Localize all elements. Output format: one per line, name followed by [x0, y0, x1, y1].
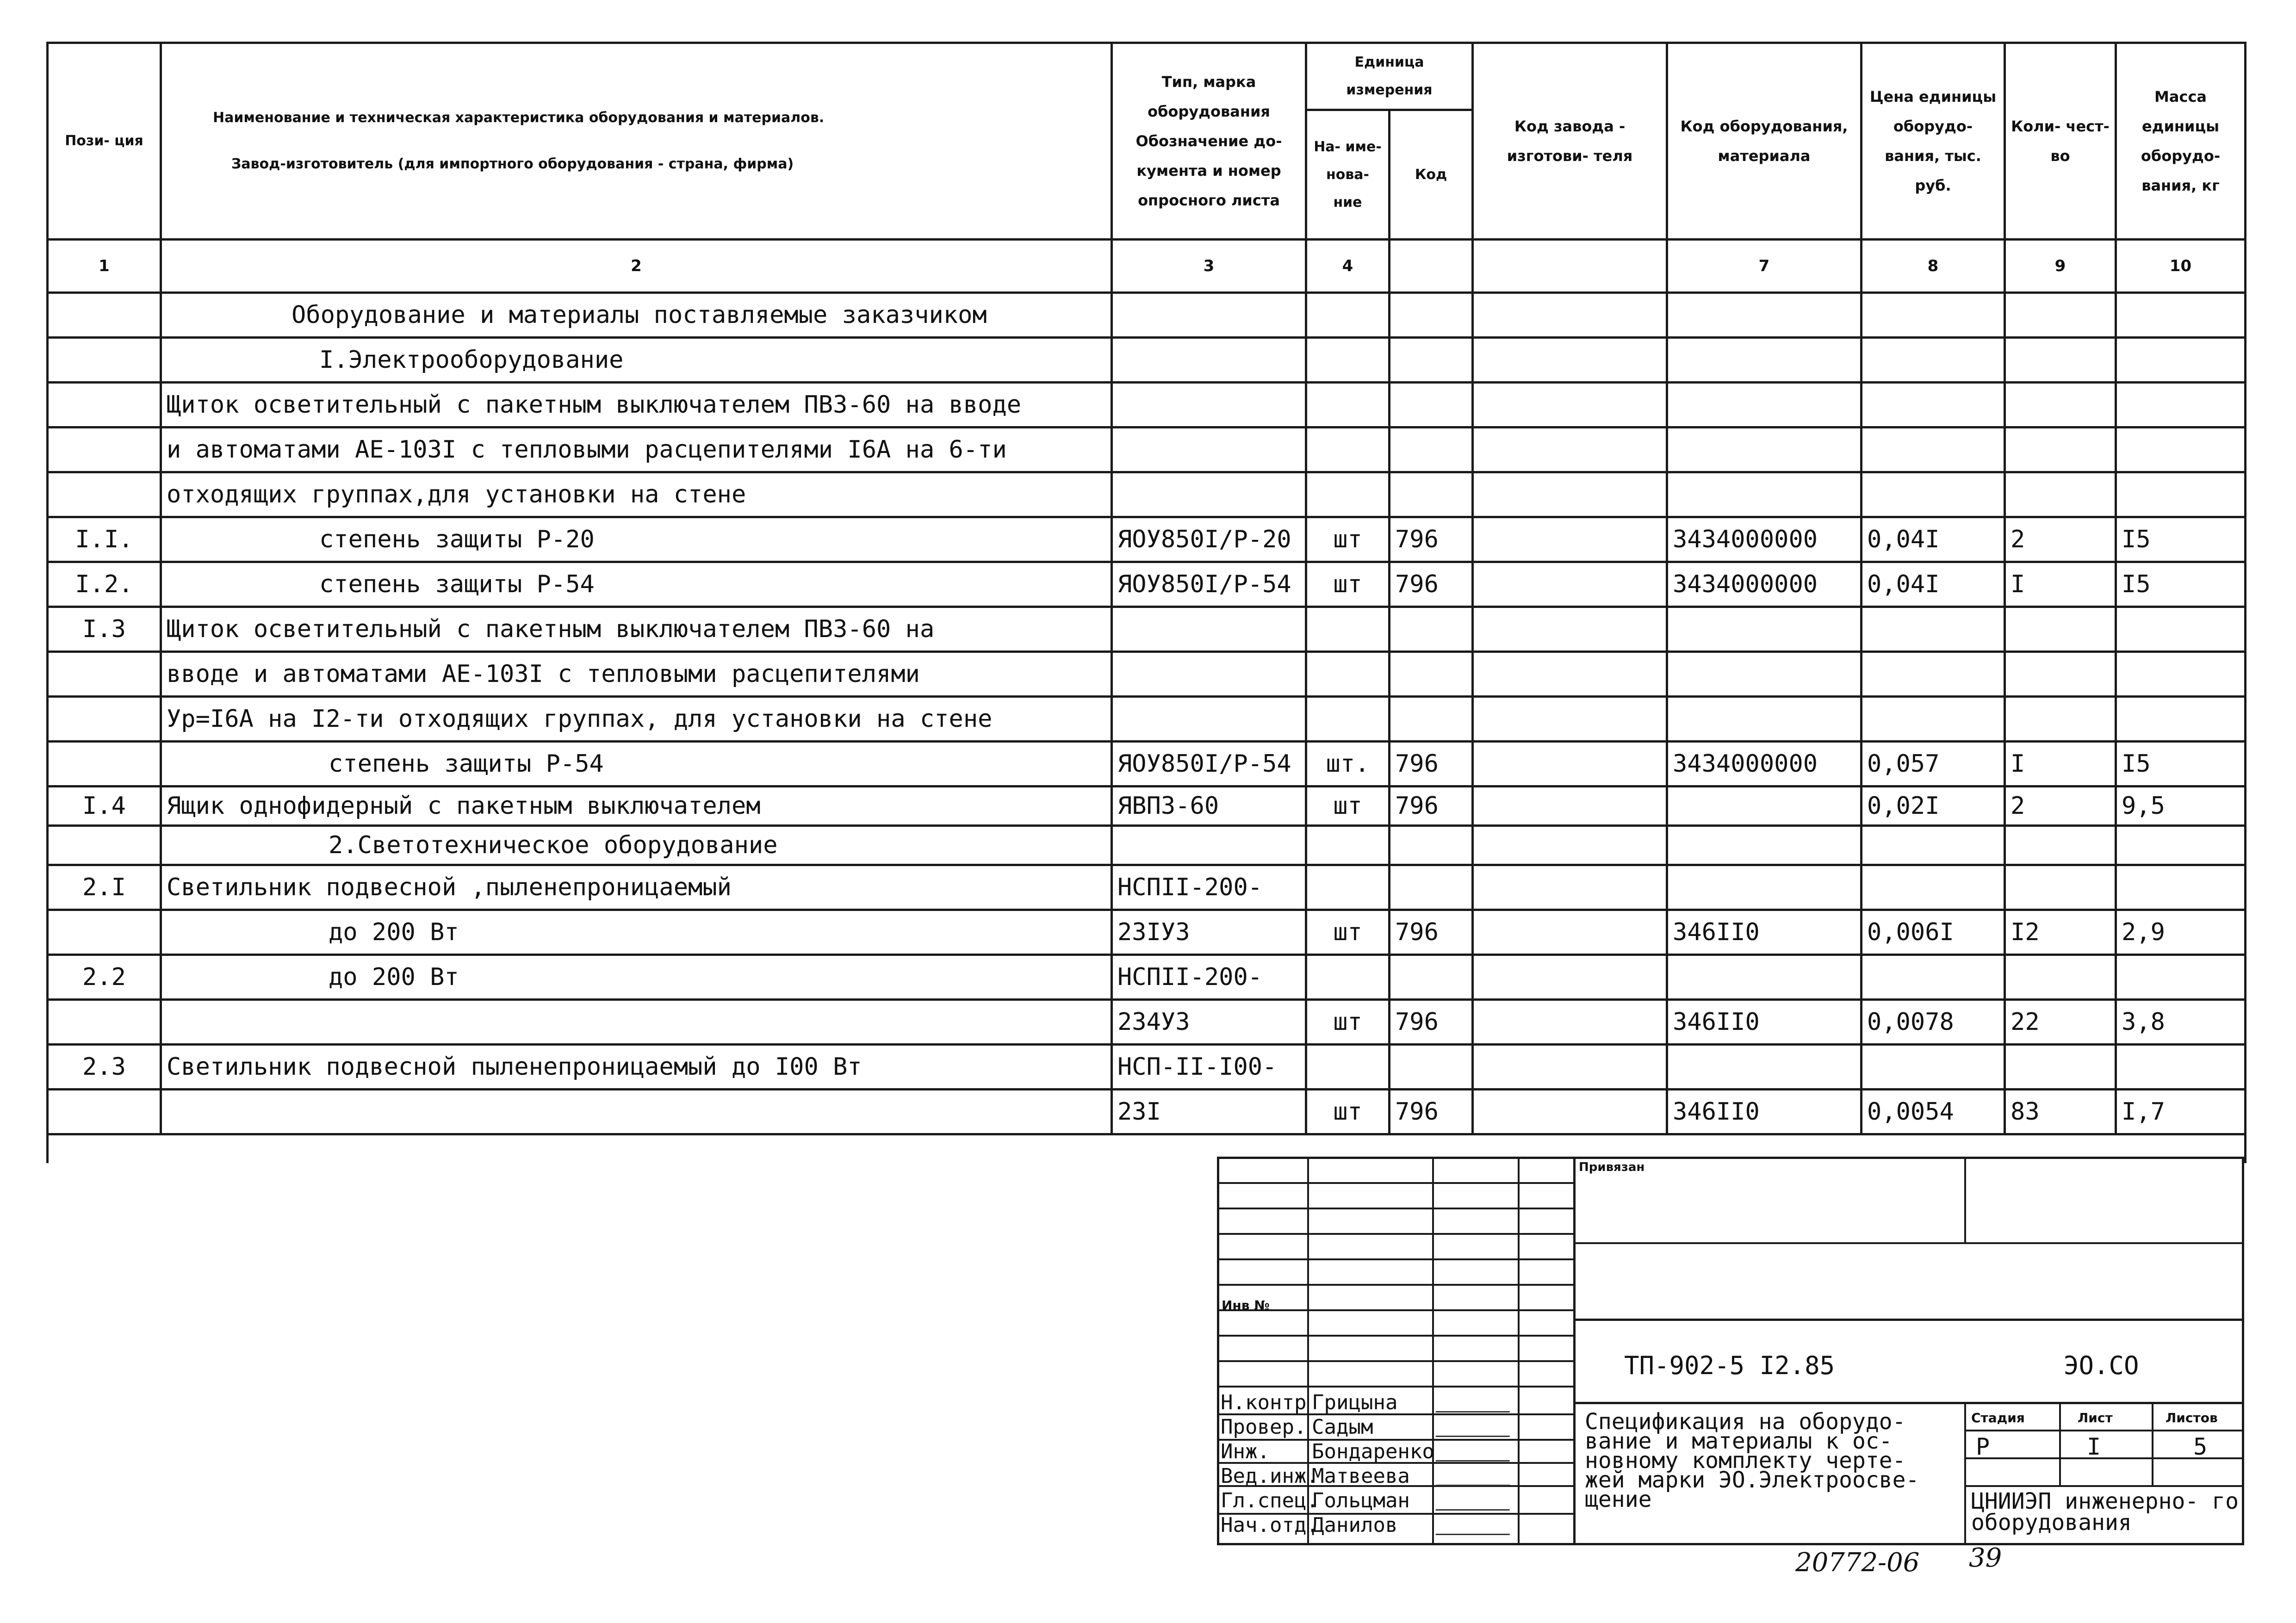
- unit-cell: шт: [1306, 787, 1390, 826]
- factory-code-cell: [1473, 1000, 1667, 1045]
- document-title: Спецификация на оборудо- вание и материалы к ос- новному комплекту черте- жей марки ЭО.Электроосве- щение: [1585, 1409, 1919, 1512]
- unit-cell: [1306, 1045, 1390, 1090]
- quantity-cell: 83: [2005, 1090, 2116, 1134]
- equipment-code-cell: [1667, 787, 1862, 826]
- type-cell: [1112, 472, 1306, 517]
- type-cell: [1112, 293, 1306, 338]
- mass-cell: I5: [2116, 517, 2246, 562]
- column-number: 8: [1862, 240, 2005, 293]
- unit-code-cell: 796: [1390, 562, 1473, 607]
- header-price: Цена единицы оборудо- вания, тыс. руб.: [1862, 43, 2005, 240]
- unit-cell: шт: [1306, 562, 1390, 607]
- column-number: 4: [1306, 240, 1390, 293]
- price-cell: 0,04I: [1862, 562, 2005, 607]
- price-cell: [1862, 472, 2005, 517]
- equipment-code-cell: [1667, 865, 1862, 910]
- factory-code-cell: [1473, 293, 1667, 338]
- price-cell: 0,0054: [1862, 1090, 2005, 1134]
- table-row: [48, 910, 2246, 955]
- mass-cell: [2116, 607, 2246, 652]
- equipment-code-cell: [1667, 652, 1862, 697]
- quantity-cell: [2005, 338, 2116, 383]
- unit-cell: [1306, 427, 1390, 472]
- header-equipment-code: Код оборудования, материала: [1667, 43, 1862, 240]
- name-cell: Ящик однофидерный с пакетным выключателем: [161, 787, 1112, 826]
- price-cell: [1862, 652, 2005, 697]
- factory-code-cell: [1473, 742, 1667, 787]
- quantity-cell: 2: [2005, 787, 2116, 826]
- name-cell: отходящих группах,для установки на стене: [161, 472, 1112, 517]
- name-cell: I.Электрооборудование: [161, 338, 1112, 383]
- mass-cell: [2116, 865, 2246, 910]
- unit-code-cell: 796: [1390, 742, 1473, 787]
- stamp-person-name: Гольцман: [1312, 1489, 1410, 1512]
- equipment-code-cell: 346II0: [1667, 1090, 1862, 1134]
- factory-code-cell: [1473, 607, 1667, 652]
- table-row: [48, 338, 2246, 383]
- quantity-cell: [2005, 826, 2116, 865]
- quantity-cell: [2005, 1045, 2116, 1090]
- unit-cell: [1306, 865, 1390, 910]
- type-cell: [1112, 826, 1306, 865]
- factory-code-cell: [1473, 1090, 1667, 1134]
- table-row: [48, 607, 2246, 652]
- name-cell: Ур=I6А на I2-ти отходящих группах, для установки на стене: [161, 697, 1112, 742]
- stage-label: Стадия: [1971, 1410, 2025, 1425]
- type-cell: [1112, 607, 1306, 652]
- quantity-cell: I: [2005, 562, 2116, 607]
- mass-cell: [2116, 697, 2246, 742]
- mass-cell: I5: [2116, 562, 2246, 607]
- name-cell: и автоматами АЕ-103I с тепловыми расцепителями I6А на 6-ти: [161, 427, 1112, 472]
- unit-cell: [1306, 472, 1390, 517]
- position-cell: [48, 383, 161, 427]
- price-cell: [1862, 427, 2005, 472]
- unit-code-cell: [1390, 1045, 1473, 1090]
- name-cell: вводе и автоматами АЕ-103I с тепловыми расцепителями: [161, 652, 1112, 697]
- table-row: [48, 562, 2246, 607]
- type-cell: НСПII-200-: [1112, 955, 1306, 1000]
- factory-code-cell: [1473, 697, 1667, 742]
- unit-code-cell: 796: [1390, 1000, 1473, 1045]
- name-cell: до 200 Вт: [161, 955, 1112, 1000]
- stamp-person-name: Грицына: [1312, 1391, 1398, 1414]
- mass-cell: [2116, 1045, 2246, 1090]
- factory-code-cell: [1473, 472, 1667, 517]
- equipment-code-cell: 3434000000: [1667, 562, 1862, 607]
- factory-code-cell: [1473, 517, 1667, 562]
- unit-code-cell: 796: [1390, 910, 1473, 955]
- table-row: [48, 1045, 2246, 1090]
- mass-cell: [2116, 293, 2246, 338]
- header-unit-code: Код: [1390, 110, 1473, 240]
- header-unit-name: На- име- нова- ние: [1306, 110, 1390, 240]
- price-cell: 0,006I: [1862, 910, 2005, 955]
- position-cell: I.3: [48, 607, 161, 652]
- factory-code-cell: [1473, 955, 1667, 1000]
- header-mass: Масса единицы оборудо- вания, кг: [2116, 43, 2246, 240]
- handwritten-signature: [1435, 1417, 1517, 1437]
- unit-code-cell: [1390, 865, 1473, 910]
- factory-code-cell: [1473, 562, 1667, 607]
- price-cell: [1862, 955, 2005, 1000]
- mass-cell: I,7: [2116, 1090, 2246, 1134]
- handwritten-signature: [1435, 1491, 1517, 1511]
- quantity-cell: I2: [2005, 910, 2116, 955]
- equipment-code-cell: [1667, 697, 1862, 742]
- unit-code-cell: 796: [1390, 787, 1473, 826]
- type-cell: НСП-II-I00-: [1112, 1045, 1306, 1090]
- drawing-mark: ЭО.СО: [2064, 1351, 2139, 1380]
- header-position: Пози- ция: [48, 43, 161, 240]
- position-cell: [48, 427, 161, 472]
- table-row: [48, 697, 2246, 742]
- price-cell: [1862, 607, 2005, 652]
- table-row: [48, 1090, 2246, 1134]
- position-cell: I.4: [48, 787, 161, 826]
- quantity-cell: [2005, 697, 2116, 742]
- sheet-label: Лист: [2078, 1410, 2113, 1425]
- table-row: [48, 826, 2246, 865]
- unit-cell: шт: [1306, 1000, 1390, 1045]
- position-cell: 2.2: [48, 955, 161, 1000]
- position-cell: [48, 697, 161, 742]
- column-number: 3: [1112, 240, 1306, 293]
- stamp-role: Нач.отд.: [1221, 1513, 1319, 1537]
- mass-cell: [2116, 383, 2246, 427]
- inventory-number-label: Инв №: [1222, 1298, 1270, 1313]
- mass-cell: [2116, 826, 2246, 865]
- mass-cell: [2116, 338, 2246, 383]
- header-factory-code: Код завода - изготови- теля: [1473, 43, 1667, 240]
- organization-name: ЦНИИЭП инженерно- го оборудования: [1971, 1488, 2239, 1536]
- column-number: [1473, 240, 1667, 293]
- handwritten-signature: [1435, 1393, 1517, 1412]
- equipment-code-cell: 346II0: [1667, 910, 1862, 955]
- factory-code-cell: [1473, 826, 1667, 865]
- name-cell: Светильник подвесной пыленепроницаемый до I00 Вт: [161, 1045, 1112, 1090]
- price-cell: 0,0078: [1862, 1000, 2005, 1045]
- unit-code-cell: [1390, 293, 1473, 338]
- price-cell: [1862, 865, 2005, 910]
- unit-cell: [1306, 652, 1390, 697]
- unit-cell: [1306, 697, 1390, 742]
- handwritten-signature: [1435, 1466, 1517, 1486]
- stamp-role: Провер.: [1221, 1415, 1307, 1439]
- position-cell: [48, 1090, 161, 1134]
- mass-cell: [2116, 652, 2246, 697]
- equipment-code-cell: 3434000000: [1667, 742, 1862, 787]
- unit-code-cell: [1390, 338, 1473, 383]
- equipment-code-cell: [1667, 826, 1862, 865]
- column-number: 1: [48, 240, 161, 293]
- name-cell: [161, 1000, 1112, 1045]
- unit-code-cell: [1390, 383, 1473, 427]
- unit-code-cell: 796: [1390, 517, 1473, 562]
- equipment-code-cell: 3434000000: [1667, 517, 1862, 562]
- table-row: [48, 787, 2246, 826]
- position-cell: 2.I: [48, 865, 161, 910]
- unit-code-cell: [1390, 955, 1473, 1000]
- handwritten-signature: [1435, 1442, 1517, 1462]
- specification-table: [46, 42, 2246, 1163]
- unit-code-cell: 796: [1390, 1090, 1473, 1134]
- stamp-role: Гл.спец.: [1221, 1489, 1319, 1512]
- type-cell: 23IУЗ: [1112, 910, 1306, 955]
- unit-cell: шт.: [1306, 742, 1390, 787]
- unit-cell: [1306, 293, 1390, 338]
- column-number-row: [48, 240, 2246, 293]
- position-cell: [48, 910, 161, 955]
- table-row: [48, 1000, 2246, 1045]
- name-cell: 2.Светотехническое оборудование: [161, 826, 1112, 865]
- unit-code-cell: [1390, 652, 1473, 697]
- unit-cell: [1306, 338, 1390, 383]
- equipment-code-cell: [1667, 955, 1862, 1000]
- stamp-person-name: Бондаренко: [1312, 1440, 1434, 1463]
- name-cell: Оборудование и материалы поставляемые заказчиком: [161, 293, 1112, 338]
- factory-code-cell: [1473, 427, 1667, 472]
- factory-code-cell: [1473, 1045, 1667, 1090]
- price-cell: [1862, 1045, 2005, 1090]
- handwritten-signature: [1435, 1515, 1517, 1535]
- type-cell: 234УЗ: [1112, 1000, 1306, 1045]
- name-cell: до 200 Вт: [161, 910, 1112, 955]
- quantity-cell: [2005, 955, 2116, 1000]
- header-quantity: Коли- чест- во: [2005, 43, 2116, 240]
- document-code: ТП-902-5 I2.85: [1624, 1351, 1835, 1380]
- quantity-cell: 2: [2005, 517, 2116, 562]
- unit-code-cell: [1390, 826, 1473, 865]
- unit-code-cell: [1390, 697, 1473, 742]
- mass-cell: 3,8: [2116, 1000, 2246, 1045]
- quantity-cell: [2005, 865, 2116, 910]
- price-cell: [1862, 383, 2005, 427]
- mass-cell: [2116, 427, 2246, 472]
- quantity-cell: [2005, 652, 2116, 697]
- stamp-person-name: Матвеева: [1312, 1464, 1410, 1488]
- price-cell: 0,02I: [1862, 787, 2005, 826]
- unit-code-cell: [1390, 427, 1473, 472]
- quantity-cell: [2005, 293, 2116, 338]
- stamp-person-name: Данилов: [1312, 1513, 1398, 1537]
- column-number: 2: [161, 240, 1112, 293]
- type-cell: [1112, 338, 1306, 383]
- position-cell: [48, 652, 161, 697]
- position-cell: [48, 293, 161, 338]
- title-block: [1217, 1157, 2244, 1545]
- type-cell: ЯВПЗ-60: [1112, 787, 1306, 826]
- price-cell: [1862, 293, 2005, 338]
- type-cell: ЯОУ850I/Р-54: [1112, 562, 1306, 607]
- position-cell: [48, 826, 161, 865]
- stamp-role: Инж.: [1221, 1440, 1270, 1463]
- type-cell: НСПII-200-: [1112, 865, 1306, 910]
- name-cell: Щиток осветительный с пакетным выключателем ПВЗ-60 на вводе: [161, 383, 1112, 427]
- type-cell: ЯОУ850I/Р-20: [1112, 517, 1306, 562]
- sheet-value: I: [2087, 1433, 2101, 1460]
- quantity-cell: 22: [2005, 1000, 2116, 1045]
- unit-cell: [1306, 383, 1390, 427]
- mass-cell: [2116, 955, 2246, 1000]
- table-row: [48, 865, 2246, 910]
- quantity-cell: [2005, 472, 2116, 517]
- equipment-code-cell: [1667, 607, 1862, 652]
- unit-code-cell: [1390, 472, 1473, 517]
- page-number: 39: [1969, 1543, 2002, 1573]
- table-row: [48, 517, 2246, 562]
- table-row: [48, 472, 2246, 517]
- header-unit-group: Единица измерения: [1306, 43, 1473, 110]
- factory-code-cell: [1473, 787, 1667, 826]
- type-cell: [1112, 427, 1306, 472]
- stamp-person-name: Садым: [1312, 1415, 1373, 1439]
- name-cell: [161, 1090, 1112, 1134]
- mass-cell: 9,5: [2116, 787, 2246, 826]
- table-row: [48, 955, 2246, 1000]
- unit-cell: [1306, 607, 1390, 652]
- quantity-cell: I: [2005, 742, 2116, 787]
- stamp-role: Вед.инж.: [1221, 1464, 1319, 1488]
- position-cell: [48, 472, 161, 517]
- position-cell: I.I.: [48, 517, 161, 562]
- quantity-cell: [2005, 607, 2116, 652]
- header-name: [161, 43, 1112, 240]
- factory-code-cell: [1473, 338, 1667, 383]
- column-number: 10: [2116, 240, 2246, 293]
- equipment-code-cell: 346II0: [1667, 1000, 1862, 1045]
- table-row: [48, 293, 2246, 338]
- column-number: [1390, 240, 1473, 293]
- unit-cell: шт: [1306, 1090, 1390, 1134]
- unit-cell: шт: [1306, 517, 1390, 562]
- mass-cell: I5: [2116, 742, 2246, 787]
- type-cell: [1112, 383, 1306, 427]
- equipment-code-cell: [1667, 383, 1862, 427]
- column-number: 9: [2005, 240, 2116, 293]
- price-cell: [1862, 338, 2005, 383]
- position-cell: [48, 742, 161, 787]
- position-cell: [48, 338, 161, 383]
- factory-code-cell: [1473, 865, 1667, 910]
- equipment-code-cell: [1667, 338, 1862, 383]
- quantity-cell: [2005, 383, 2116, 427]
- mass-cell: 2,9: [2116, 910, 2246, 955]
- mass-cell: [2116, 472, 2246, 517]
- type-cell: [1112, 652, 1306, 697]
- stage-value: Р: [1976, 1433, 1990, 1460]
- table-row: [48, 742, 2246, 787]
- position-cell: I.2.: [48, 562, 161, 607]
- quantity-cell: [2005, 427, 2116, 472]
- type-cell: ЯОУ850I/Р-54: [1112, 742, 1306, 787]
- column-number: 7: [1667, 240, 1862, 293]
- price-cell: [1862, 826, 2005, 865]
- factory-code-cell: [1473, 910, 1667, 955]
- archive-number: 20772-06: [1795, 1548, 1920, 1578]
- name-cell: Щиток осветительный с пакетным выключателем ПВЗ-60 на: [161, 607, 1112, 652]
- unit-cell: [1306, 826, 1390, 865]
- name-cell: Светильник подвесной ,пыленепроницаемый: [161, 865, 1112, 910]
- table-row: [48, 427, 2246, 472]
- equipment-code-cell: [1667, 293, 1862, 338]
- factory-code-cell: [1473, 383, 1667, 427]
- position-cell: [48, 1000, 161, 1045]
- position-cell: 2.3: [48, 1045, 161, 1090]
- name-cell: степень защиты Р-20: [161, 517, 1112, 562]
- sheets-label: Листов: [2166, 1410, 2218, 1425]
- table-row: [48, 383, 2246, 427]
- unit-cell: шт: [1306, 910, 1390, 955]
- price-cell: 0,04I: [1862, 517, 2005, 562]
- factory-code-cell: [1473, 652, 1667, 697]
- price-cell: [1862, 697, 2005, 742]
- name-cell: степень защиты Р-54: [161, 742, 1112, 787]
- unit-code-cell: [1390, 607, 1473, 652]
- equipment-code-cell: [1667, 472, 1862, 517]
- equipment-code-cell: [1667, 1045, 1862, 1090]
- type-cell: [1112, 697, 1306, 742]
- table-row: [48, 652, 2246, 697]
- name-cell: степень защиты Р-54: [161, 562, 1112, 607]
- header-name-line1: Наименование и техническая характеристика оборудования и материалов.: [213, 110, 825, 126]
- header-name-line2: Завод-изготовитель (для импортного оборудования - страна, фирма): [231, 156, 794, 172]
- privyazan-label: Привязан: [1579, 1160, 1645, 1174]
- unit-cell: [1306, 955, 1390, 1000]
- sheets-value: 5: [2193, 1433, 2208, 1460]
- equipment-code-cell: [1667, 427, 1862, 472]
- type-cell: 23I: [1112, 1090, 1306, 1134]
- price-cell: 0,057: [1862, 742, 2005, 787]
- header-type: Тип, марка оборудования Обозначение до- кумента и номер опросного листа: [1112, 43, 1306, 240]
- stamp-role: Н.контр: [1221, 1391, 1307, 1414]
